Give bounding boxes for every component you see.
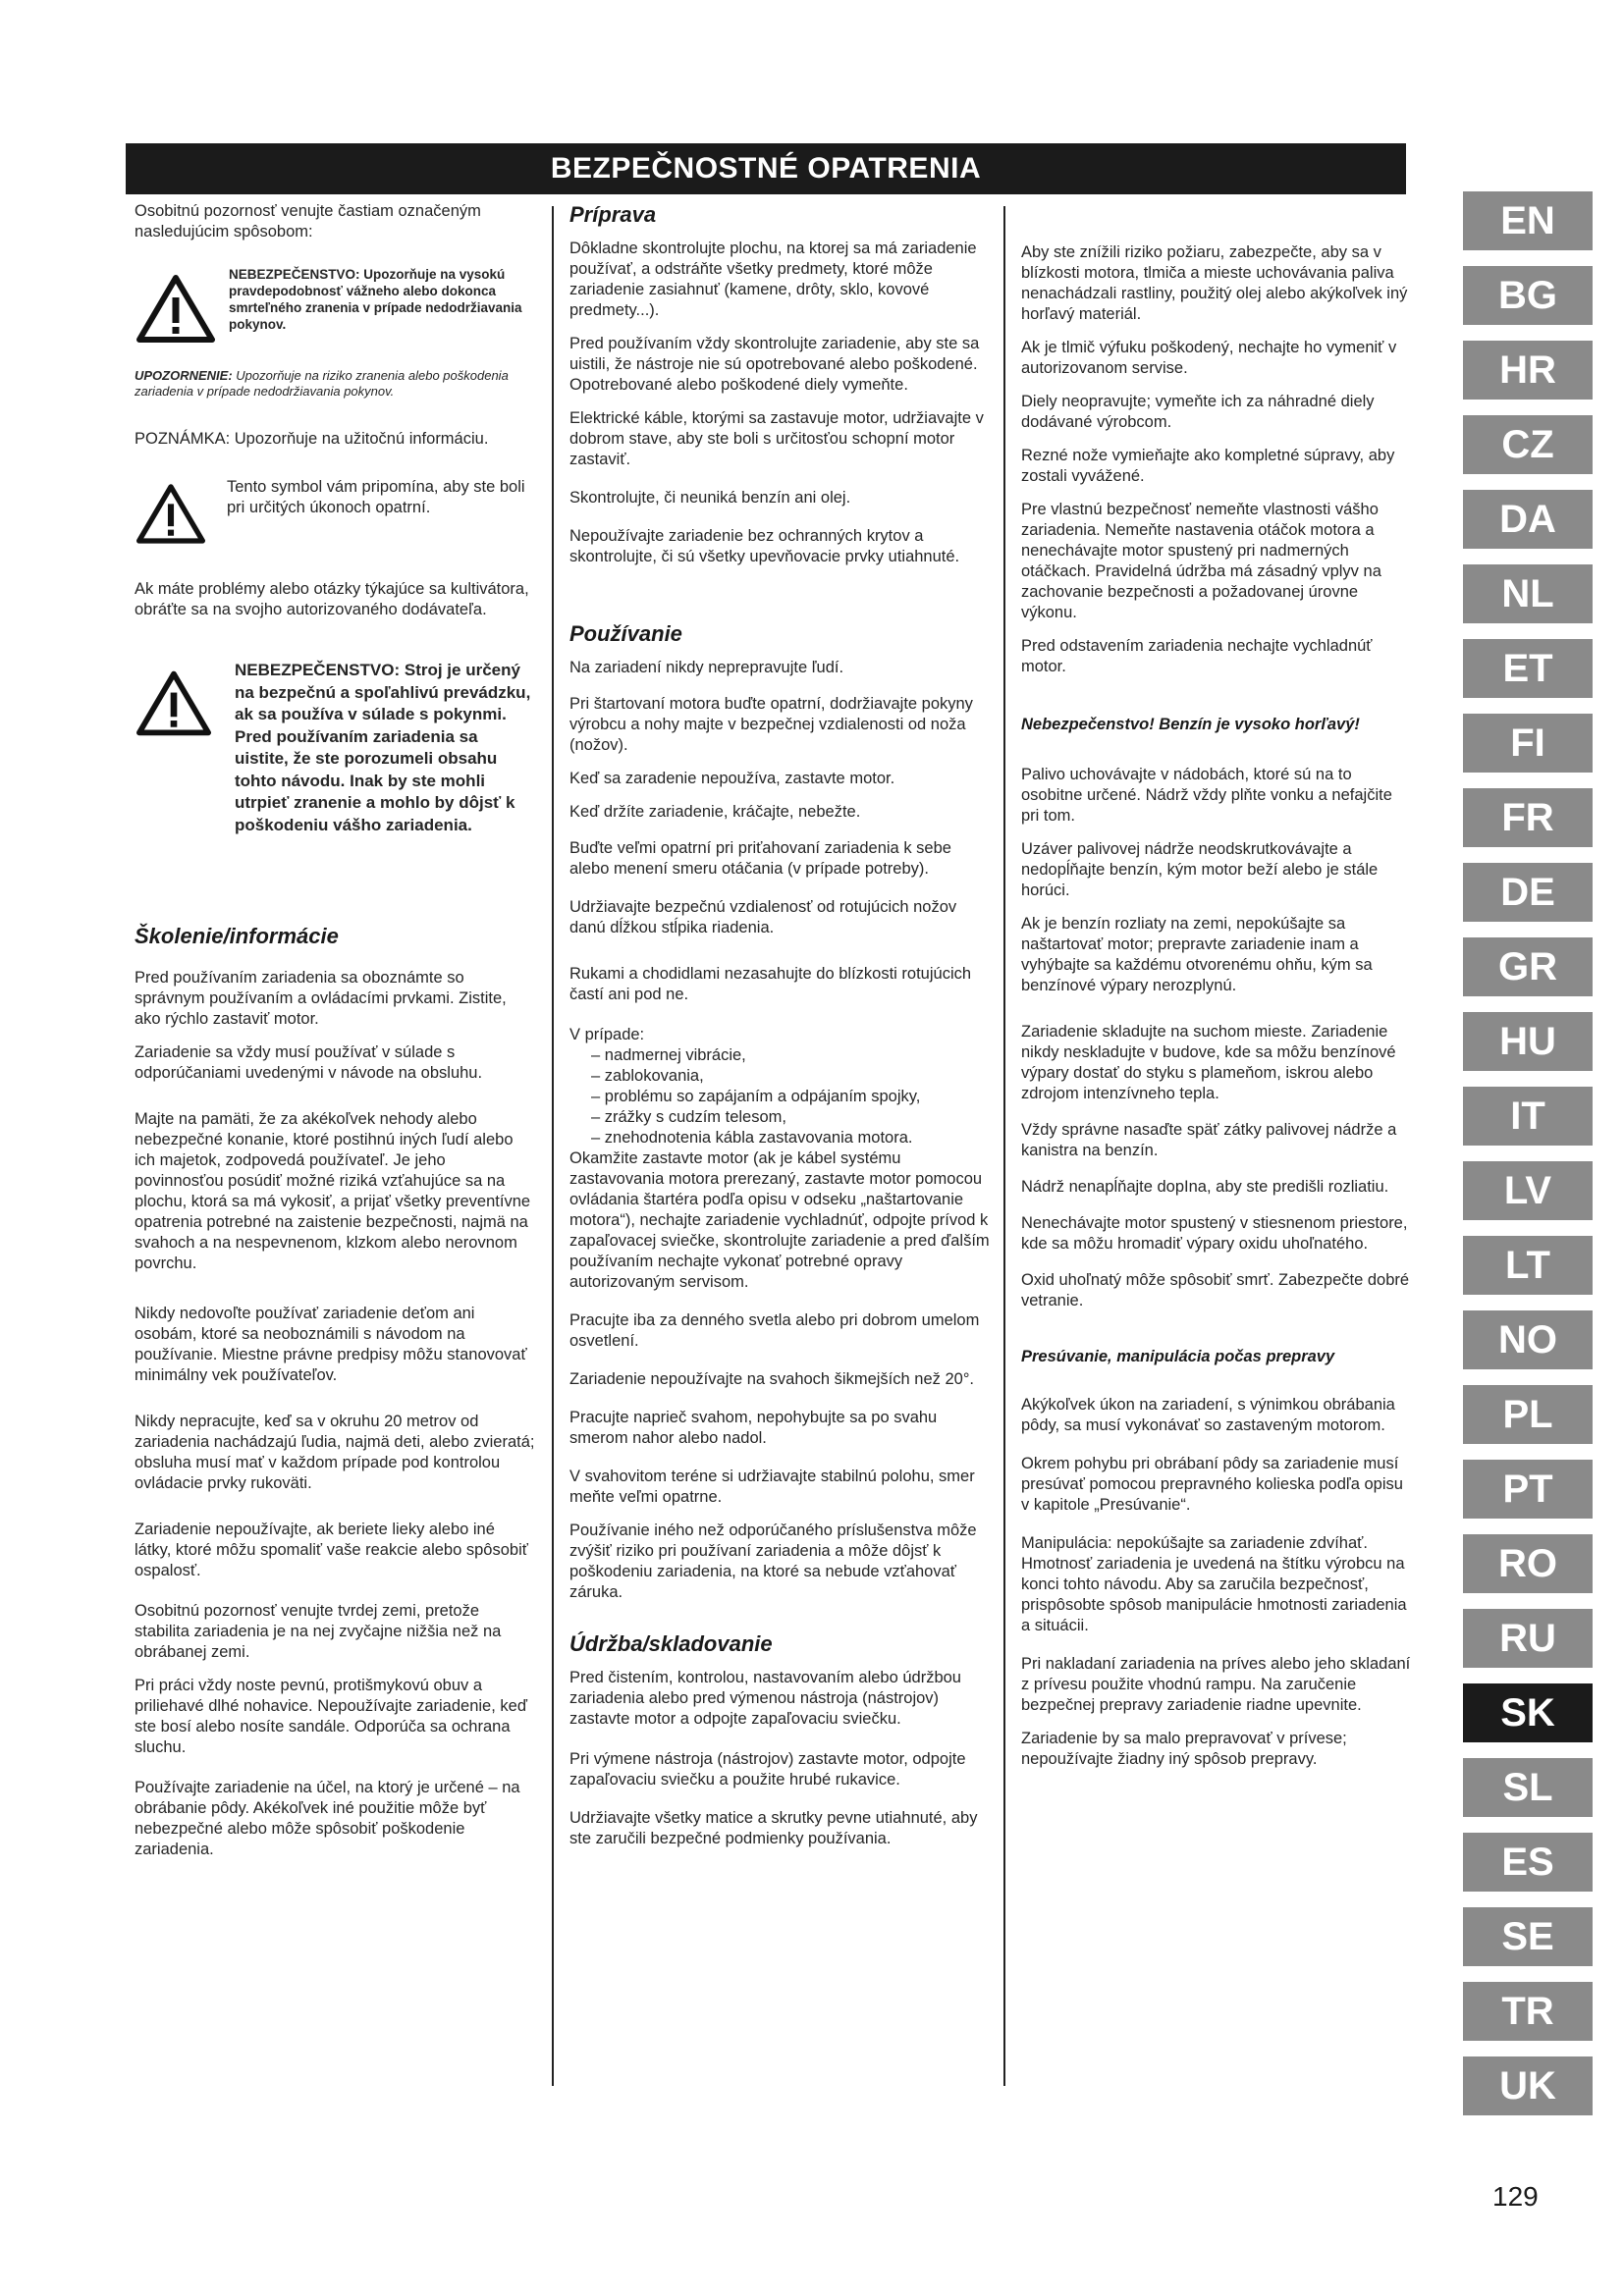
column-1 [135,201,535,1873]
language-tab[interactable]: HU [1463,1012,1593,1071]
problems-text: Ak máte problémy alebo otázky týkajúce sa kultivátora, obráťte sa na svojho autorizovaného dodávateľa. [135,580,529,618]
paragraph: Používanie iného než odporúčaného príslušenstva môže zvýšiť riziko pri používaní zariadenia a môže dôjsť k poškodeniu zariadenia, na ktoré sa nebude vzťahovať záruka. [569,1522,977,1601]
paragraph: Oxid uhoľnatý môže spôsobiť smrť. Zabezpečte dobré vetranie. [1021,1271,1410,1309]
paragraph: Rukami a chodidlami nezasahujte do blízkosti rotujúcich častí ani pod ne. [569,965,972,1003]
paragraph: Dôkladne skontrolujte plochu, na ktorej sa má zariadenie používať, a odstráňte všetky predmety, ktoré môže zariadenie zasiahnuť (kamene, drôty, sklo, kovové predmety...). [569,240,977,319]
language-tab[interactable]: RO [1463,1534,1593,1593]
page-title: BEZPEČNOSTNÉ OPATRENIA [126,143,1406,194]
paragraph: Diely neopravujte; vymeňte ich za náhradné diely dodávané výrobcom. [1021,393,1375,431]
language-tab[interactable]: BG [1463,266,1593,325]
language-tab[interactable]: SE [1463,1907,1593,1966]
danger-label: NEBEZPEČENSTVO: Upozorňuje na vysokú pravdepodobnosť vážneho alebo dokonca smrteľného zranenia v prípade nedodržiavania pokynov. [229,267,522,332]
paragraph: Pred používaním zariadenia sa oboznámte so správnym používaním a ovládacími prvkami. Zistite, ako rýchlo zastaviť motor. [135,969,507,1028]
language-tab[interactable]: PT [1463,1460,1593,1519]
paragraph: Okrem pohybu pri obrábaní pôdy sa zariadenie musí presúvať pomocou prepravného kolieska podľa opisu v kapitole „Presúvanie“. [1021,1455,1403,1514]
language-tab[interactable]: UK [1463,2056,1593,2115]
column-divider [552,206,554,2086]
section-heading-fuel: Nebezpečenstvo! Benzín je vysoko horľavý! [1021,716,1360,733]
page-number: 129 [1492,2181,1539,2212]
language-tab[interactable]: CZ [1463,415,1593,474]
paragraph: Na zariadení nikdy neprepravujte ľudí. [569,659,844,676]
danger-legend [135,264,535,343]
section-heading-use: Používanie [569,621,682,646]
paragraph: Nikdy nepracujte, keď sa v okruhu 20 metrov od zariadenia nachádzajú ľudia, najmä deti, alebo zvieratá; obsluha musí mať v každom prípade pod kontrolou ovládacie prvky rukoväti. [135,1413,535,1492]
paragraph: Buďte veľmi opatrní pri priťahovaní zariadenia k sebe alebo menení smeru otáčania (v prípade potreby). [569,839,951,878]
language-tab[interactable]: PL [1463,1385,1593,1444]
language-tab-active[interactable]: SK [1463,1683,1593,1742]
language-tab[interactable]: TR [1463,1982,1593,2041]
paragraph: Pracujte naprieč svahom, nepohybujte sa po svahu smerom nahor alebo nadol. [569,1409,938,1447]
language-tab[interactable]: SL [1463,1758,1593,1817]
paragraph: Nenechávajte motor spustený v stiesnenom priestore, kde sa môžu hromadiť výpary oxidu uhoľnatého. [1021,1214,1408,1253]
paragraph: Používajte zariadenie na účel, na ktorý je určené – na obrábanie pôdy. Akékoľvek iné použitie môže byť nebezpečné alebo môže spôsobiť poškodenie zariadenia. [135,1779,520,1858]
language-tab[interactable]: DA [1463,490,1593,549]
paragraph: Ak je benzín rozliaty na zemi, nepokúšajte sa naštartovať motor; prepravte zariadenie inam a vyhýbajte sa každému otvorenému ohňu, kým sa benzínové výpary nerozplynú. [1021,915,1373,994]
language-tab[interactable]: EN [1463,191,1593,250]
language-tab[interactable]: NL [1463,564,1593,623]
language-tab[interactable]: DE [1463,863,1593,922]
language-tab[interactable]: FI [1463,714,1593,773]
language-tab[interactable]: GR [1463,937,1593,996]
paragraph: Manipulácia: nepokúšajte sa zariadenie zdvíhať. Hmotnosť zariadenia je uvedená na štítku výrobcu na konci tohto návodu. Aby sa zaručila bezpečnosť, prispôsobte spôsob manipulácie hmotnosti zariadenia a situácii. [1021,1534,1407,1634]
list-item: – problému so zapájaním a odpájaním spojky, [569,1087,994,1107]
list-item: – nadmernej vibrácie, [569,1045,994,1066]
language-tab[interactable]: FR [1463,788,1593,847]
paragraph: Pri štartovaní motora buďte opatrní, dodržiavajte pokyny výrobcu a nohy majte v bezpečnej vzdialenosti od noža (nožov). [569,695,973,754]
language-tab[interactable]: LV [1463,1161,1593,1220]
paragraph: Pracujte iba za denného svetla alebo pri dobrom umelom osvetlení. [569,1311,980,1350]
symbol-legend [135,477,535,544]
note-label: POZNÁMKA: Upozorňuje na užitočnú informáciu. [135,430,489,448]
section-heading-transport: Presúvanie, manipulácia počas prepravy [1021,1348,1335,1365]
paragraph: Zariadenie skladujte na suchom mieste. Zariadenie nikdy neskladujte v budove, kde sa môžu benzínové výpary dostať do styku s plameňom, iskrou alebo zdrojom intenzívneho tepla. [1021,1023,1396,1102]
language-tab[interactable]: ES [1463,1833,1593,1892]
paragraph: Palivo uchovávajte v nádobách, ktoré sú na to osobitne určené. Nádrž vždy plňte vonku a nefajčite pri tom. [1021,766,1392,825]
list-item: – zrážky s cudzím telesom, [569,1107,994,1128]
warning-label-text: Upozorňuje na riziko zranenia alebo poškodenia zariadenia v prípade nedodržiavania pokynov. [135,368,509,399]
danger-notice-text: NEBEZPEČENSTVO: Stroj je určený na bezpečnú a spoľahlivú prevádzku, ak sa používa v súlade s pokynmi. Pred používaním zariadenia sa uistite, že ste porozumeli obsahu tohto návodu. Inak by ste mohli utrpieť zranenie a mohlo by dôjsť k poškodeniu vášho zariadenia. [235,661,531,834]
paragraph: Nikdy nedovoľte používať zariadenie deťom ani osobám, ktoré sa neoboznámili s návodom na používanie. Miestne právne predpisy môžu stanovovať minimálny vek používateľov. [135,1305,527,1384]
paragraph: Pre vlastnú bezpečnosť nemeňte vlastnosti vášho zariadenia. Nemeňte nastavenia otáčok motora a nenechávajte motor spustený pri nadmerných otáčkach. Pravidelná údržba má zásadný vplyv na zachovanie bezpečnosti a požadovanej úrovne výkonu. [1021,501,1381,621]
warning-label-bold: UPOZORNENIE: [135,368,233,383]
paragraph: Elektrické káble, ktorými sa zastavuje motor, udržiavajte v dobrom stave, aby ste boli s určitosťou schopní motor zastaviť. [569,409,984,468]
language-tab[interactable]: ET [1463,639,1593,698]
list-item: – zablokovania, [569,1066,994,1087]
symbol-text: Tento symbol vám pripomína, aby ste boli pri určitých úkonoch opatrní. [227,478,525,516]
paragraph: Udržiavajte všetky matice a skrutky pevne utiahnuté, aby ste zaručili bezpečné podmienky používania. [569,1809,978,1847]
language-tabs [1463,191,1593,2131]
paragraph: Majte na pamäti, že za akékoľvek nehody alebo nebezpečné konanie, ktoré postihnú iných ľudí alebo ich majetok, zodpovedá používateľ. Je jeho povinnosťou posúdiť možné riziká vzťahujúce sa na plochu, ktorá sa má vykosiť, a prijať všetky preventívne opatrenia potrebné na zaistenie bezpečnosti, najmä na svahoch a na nespevnenom, klzkom alebo nerovnom povrchu. [135,1110,531,1272]
paragraph: Pri výmene nástroja (nástrojov) zastavte motor, odpojte zapaľovaciu sviečku a použite hrubé rukavice. [569,1750,966,1789]
paragraph: V svahovitom teréne si udržiavajte stabilnú polohu, smer meňte veľmi opatrne. [569,1468,975,1506]
section-heading-maintenance: Údržba/skladovanie [569,1631,773,1656]
paragraph: Zariadenie sa vždy musí používať v súlade s odporúčaniami uvedenými v návode na obsluhu. [135,1043,483,1082]
paragraph: Zariadenie by sa malo prepravovať v prívese; nepoužívajte žiadny iný spôsob prepravy. [1021,1730,1347,1768]
paragraph: Keď držíte zariadenie, kráčajte, nebežte. [569,803,861,821]
paragraph: Pred čistením, kontrolou, nastavovaním alebo údržbou zariadenia alebo pred výmenou nástroja (nástrojov) zastavte motor a odpojte zapaľovaciu sviečku. [569,1669,961,1728]
column-3 [1021,242,1414,1783]
language-tab[interactable]: LT [1463,1236,1593,1295]
column-divider [1003,206,1005,2086]
language-tab[interactable]: IT [1463,1087,1593,1146]
paragraph: Pri nakladaní zariadenia na príves alebo jeho skladaní z prívesu použite vhodnú rampu. Na zaručenie bezpečnej prepravy zariadenie riadne upevnite. [1021,1655,1411,1714]
paragraph: Ak je tlmič výfuku poškodený, nechajte ho vymeniť v autorizovanom servise. [1021,339,1397,377]
language-tab[interactable]: HR [1463,341,1593,400]
case-list [569,1045,994,1148]
paragraph: Zariadenie nepoužívajte na svahoch šikmejších než 20°. [569,1370,975,1388]
danger-notice [135,660,535,836]
paragraph: Uzáver palivovej nádrže neodskrutkovávajte a nedopĺňajte benzín, kým motor beží alebo je stále horúci. [1021,840,1379,899]
case-intro: V prípade: [569,1026,645,1043]
paragraph: Pred odstavením zariadenia nechajte vychladnúť motor. [1021,637,1373,675]
warning-triangle-icon [136,669,211,736]
paragraph: Nepoužívajte zariadenie bez ochranných krytov a skontrolujte, či sú všetky upevňovacie prvky utiahnuté. [569,527,960,565]
paragraph: Keď sa zaradenie nepoužíva, zastavte motor. [569,770,895,787]
warning-triangle-icon [136,274,215,343]
paragraph: Rezné nože vymieňajte ako kompletné súpravy, aby zostali vyvážené. [1021,447,1395,485]
paragraph: Osobitnú pozornosť venujte tvrdej zemi, pretože stabilita zariadenia je na nej zvyčajne nižšia než na obrábanej zemi. [135,1602,502,1661]
paragraph: Skontrolujte, či neuniká benzín ani olej. [569,489,851,507]
paragraph: Aby ste znížili riziko požiaru, zabezpečte, aby sa v blízkosti motora, tlmiča a mieste uchovávania paliva nenachádzali rastliny, použitý olej alebo akýkoľvek iný horľavý materiál. [1021,243,1408,323]
paragraph: Pred používaním vždy skontrolujte zariadenie, aby ste sa uistili, že nástroje nie sú opotrebované alebo poškodené. Opotrebované alebo poškodené diely vymeňte. [569,335,980,394]
intro-text: Osobitnú pozornosť venujte častiam označeným nasledujúcim spôsobom: [135,202,481,240]
column-2 [569,201,994,1862]
language-tab[interactable]: NO [1463,1310,1593,1369]
section-heading-training: Školenie/informácie [135,924,339,948]
language-tab[interactable]: RU [1463,1609,1593,1668]
paragraph: Zariadenie nepoužívajte, ak beriete lieky alebo iné látky, ktoré môžu spomaliť vaše reakcie alebo spôsobiť ospalosť. [135,1521,528,1579]
paragraph: Nádrž nenapĺňajte dopIna, aby ste predišli rozliatiu. [1021,1178,1389,1196]
paragraph: Okamžite zastavte motor (ak je kábel systému zastavovania motora prerezaný, zastavte motor pomocou ovládania štartéra podľa opisu v odseku „naštartovanie motora“), nechajte zariadenie vychladnúť, odpojte prívod k zapaľovacej sviečke, skontrolujte zariadenie a pred ďalším používaním nechajte vykonať potrebné opravy autorizovaným servisom. [569,1149,990,1291]
warning-triangle-icon [136,483,205,544]
paragraph: Akýkoľvek úkon na zariadení, s výnimkou obrábania pôdy, sa musí vykonávať so zastaveným motorom. [1021,1396,1395,1434]
paragraph: Pri práci vždy noste pevnú, protišmykovú obuv a priliehavé dlhé nohavice. Nepoužívajte zariadenie, keď ste bosí alebo nosíte sandále. Odporúča sa ochrana sluchu. [135,1677,527,1756]
paragraph: Udržiavajte bezpečnú vzdialenosť od rotujúcich nožov danú dĺžkou stĺpika riadenia. [569,898,957,936]
warning-label [135,368,535,400]
section-heading-preparation: Príprava [569,202,657,227]
list-item: – znehodnotenia kábla zastavovania motora. [569,1128,994,1148]
paragraph: Vždy správne nasaďte späť zátky palivovej nádrže a kanistra na benzín. [1021,1121,1397,1159]
